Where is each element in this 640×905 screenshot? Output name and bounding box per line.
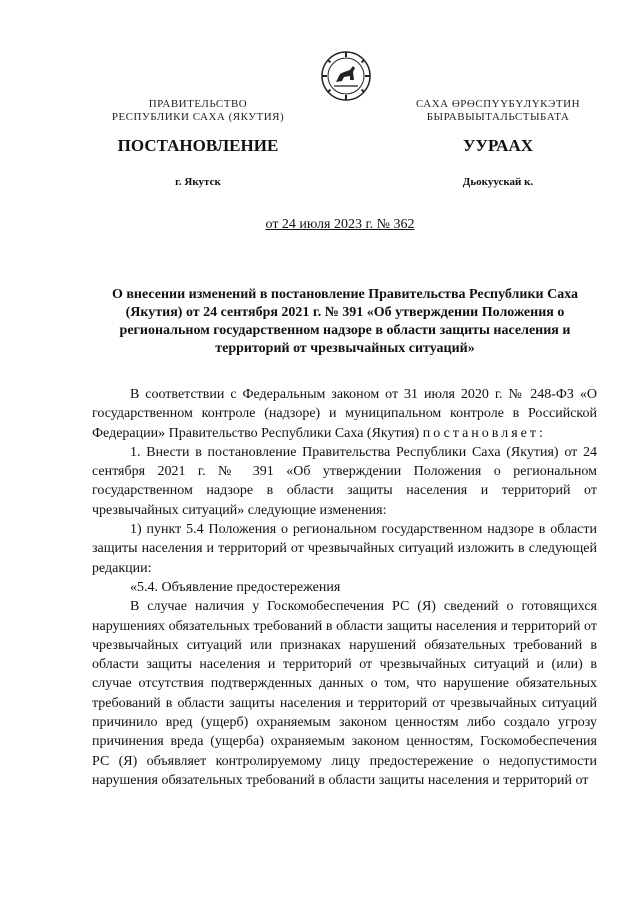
- paragraph-preamble: [92, 385, 597, 443]
- paragraph-section-heading: «5.4. Объявление предостережения: [130, 579, 341, 595]
- paragraph-subitem-1: 1) пункт 5.4 Положения о региональном государственном надзоре в области защиты населения и территорий от чрезвычайных ситуаций изложить в следующей редакции:: [92, 522, 597, 576]
- preamble-text: В соответствии с Федеральным законом от 31 июля 2020 г. № 248-ФЗ «О государственном контроле (надзоре) и муниципальном контроле в Российской Федерации» Правительство Республики Саха (Якутия): [92, 387, 597, 441]
- decree-date-number: от 24 июля 2023 г. № 362: [265, 217, 415, 232]
- document-body: [92, 385, 597, 790]
- decree-title-sakha: УУРААХ: [463, 136, 533, 155]
- government-name-russian: [98, 98, 298, 124]
- decree-title-russian: ПОСТАНОВЛЕНИЕ: [117, 136, 279, 155]
- document-title: О внесении изменений в постановление Правительства Республики Саха (Якутия) от 24 сентября 2021 г. № 391 «Об утверждении Положения о региональном государственном надзоре в области защиты населения и территорий от чрезвычайных ситуаций»: [111, 287, 579, 356]
- org-left-line2: РЕСПУБЛИКИ САХА (ЯКУТИЯ): [111, 111, 285, 123]
- city-russian: г. Якутск: [175, 176, 221, 188]
- resolves-word: постановляет:: [422, 425, 546, 441]
- org-right-line2: БЫРАВЫЫТАЛЬСТЫБАТА: [426, 111, 570, 123]
- city-sakha: Дьокуускай к.: [462, 176, 534, 188]
- org-left-line1: ПРАВИТЕЛЬСТВО: [148, 98, 248, 110]
- sakha-coat-of-arms-icon: [320, 50, 372, 102]
- org-right-line1: САХА ӨРӨСПҮҮБҮЛҮКЭТИН: [415, 98, 581, 110]
- government-name-sakha: [398, 98, 598, 124]
- paragraph-section-text: В случае наличия у Госкомобеспечения РС (Я) сведений о готовящихся нарушениях обязательных требований в области защиты населения и территорий от чрезвычайных ситуаций или признаках нарушений обязательных требований в области защиты населения и территорий от чрезвычайных ситуаций и (или) в случае отсутствия подтвержденных данных о том, что нарушение обязательных требований в области защиты населения и территорий от чрезвычайных ситуаций причинило вред (ущерб) охраняемым законом ценностям либо создало угрозу причинения вреда (ущерба) охраняемым законом ценностям, Госкомобеспечения РС (Я) объявляет контролируемому лицу предостережение о недопустимости нарушения обязательных требований в области защиты населения и территорий от: [92, 599, 597, 788]
- paragraph-item-1: 1. Внести в постановление Правительства Республики Саха (Якутия) от 24 сентября 2021 г. № 391 «Об утверждении Положения о региональном государственном надзоре в области защиты населения и территорий от чрезвычайных ситуаций» следующие изменения:: [92, 444, 597, 518]
